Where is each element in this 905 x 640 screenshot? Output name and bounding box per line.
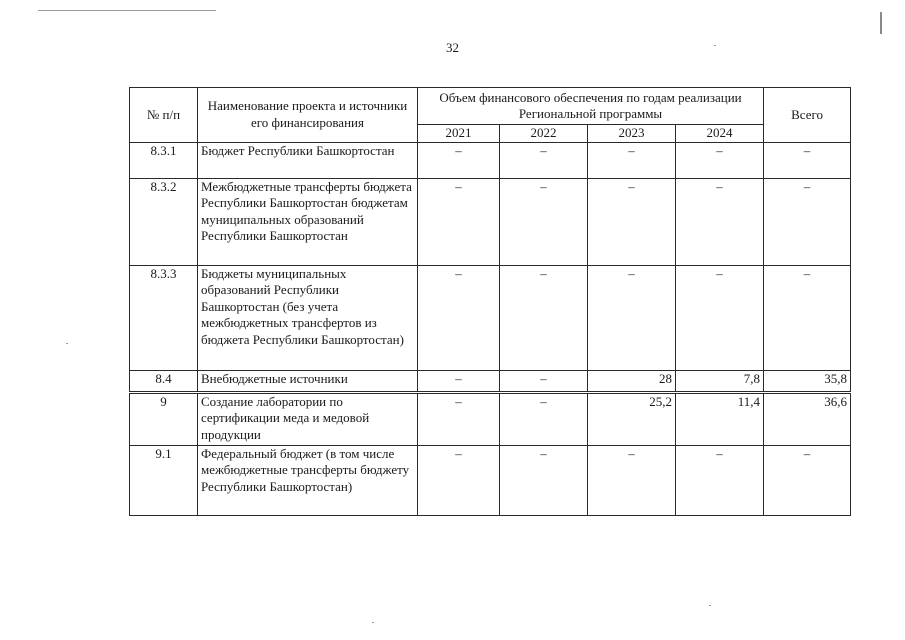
- cell-2023: –: [588, 445, 676, 515]
- cell-2021: –: [418, 392, 500, 445]
- cell-2021: –: [418, 445, 500, 515]
- cell-total: –: [764, 142, 851, 178]
- cell-2021: –: [418, 265, 500, 370]
- scan-speck: [709, 605, 711, 606]
- scan-artifact-line: [38, 10, 216, 11]
- cell-2024: –: [676, 142, 764, 178]
- header-year-2022: 2022: [500, 125, 588, 143]
- cell-2022: –: [500, 178, 588, 265]
- row-name: Создание лаборатории по сертификации меда и медовой продукции: [198, 392, 418, 445]
- cell-2024: –: [676, 445, 764, 515]
- table-row: [130, 178, 851, 265]
- cell-total: 35,8: [764, 370, 851, 392]
- header-name: Наименование проекта и источники его финансирования: [198, 88, 418, 143]
- table-row: [130, 142, 851, 178]
- cell-total: –: [764, 265, 851, 370]
- scan-speck: [66, 343, 68, 344]
- header-year-2024: 2024: [676, 125, 764, 143]
- header-num: № п/п: [130, 88, 198, 143]
- row-num: 9.1: [130, 445, 198, 515]
- row-num: 9: [130, 392, 198, 445]
- cell-2023: –: [588, 178, 676, 265]
- cell-2024: –: [676, 265, 764, 370]
- cell-2023: 28: [588, 370, 676, 392]
- row-name: Внебюджетные источники: [198, 370, 418, 392]
- cell-2023: –: [588, 265, 676, 370]
- cell-2022: –: [500, 392, 588, 445]
- cell-2023: –: [588, 142, 676, 178]
- row-num: 8.3.1: [130, 142, 198, 178]
- table-row: [130, 392, 851, 445]
- header-funding-group: Объем финансового обеспечения по годам реализации Региональной программы: [418, 88, 764, 125]
- header-year-2023: 2023: [588, 125, 676, 143]
- row-name: Межбюджетные трансферты бюджета Республики Башкортостан бюджетам муниципальных образований Республики Башкортостан: [198, 178, 418, 265]
- cell-2024: 7,8: [676, 370, 764, 392]
- cell-2024: –: [676, 178, 764, 265]
- table-row: [130, 265, 851, 370]
- cell-2022: –: [500, 445, 588, 515]
- row-name: Федеральный бюджет (в том числе межбюджетные трансферты бюджету Республики Башкортостан): [198, 445, 418, 515]
- cell-total: –: [764, 178, 851, 265]
- cell-2022: –: [500, 142, 588, 178]
- cell-2024: 11,4: [676, 392, 764, 445]
- cell-2021: –: [418, 370, 500, 392]
- table-row: [130, 445, 851, 515]
- cell-2022: –: [500, 370, 588, 392]
- cell-2023: 25,2: [588, 392, 676, 445]
- cell-total: 36,6: [764, 392, 851, 445]
- row-name: Бюджет Республики Башкортостан: [198, 142, 418, 178]
- cell-2021: –: [418, 142, 500, 178]
- row-name: Бюджеты муниципальных образований Республики Башкортостан (без учета межбюджетных трансфертов из бюджета Республики Башкортостан): [198, 265, 418, 370]
- financing-table: [129, 87, 851, 516]
- scan-artifact-mark: [880, 12, 882, 34]
- cell-total: –: [764, 445, 851, 515]
- cell-2022: –: [500, 265, 588, 370]
- scan-speck: [372, 622, 374, 623]
- row-num: 8.3.2: [130, 178, 198, 265]
- page-number: 32: [446, 40, 459, 55]
- header-total: Всего: [764, 88, 851, 143]
- header-year-2021: 2021: [418, 125, 500, 143]
- table-row: [130, 370, 851, 392]
- row-num: 8.3.3: [130, 265, 198, 370]
- row-num: 8.4: [130, 370, 198, 392]
- cell-2021: –: [418, 178, 500, 265]
